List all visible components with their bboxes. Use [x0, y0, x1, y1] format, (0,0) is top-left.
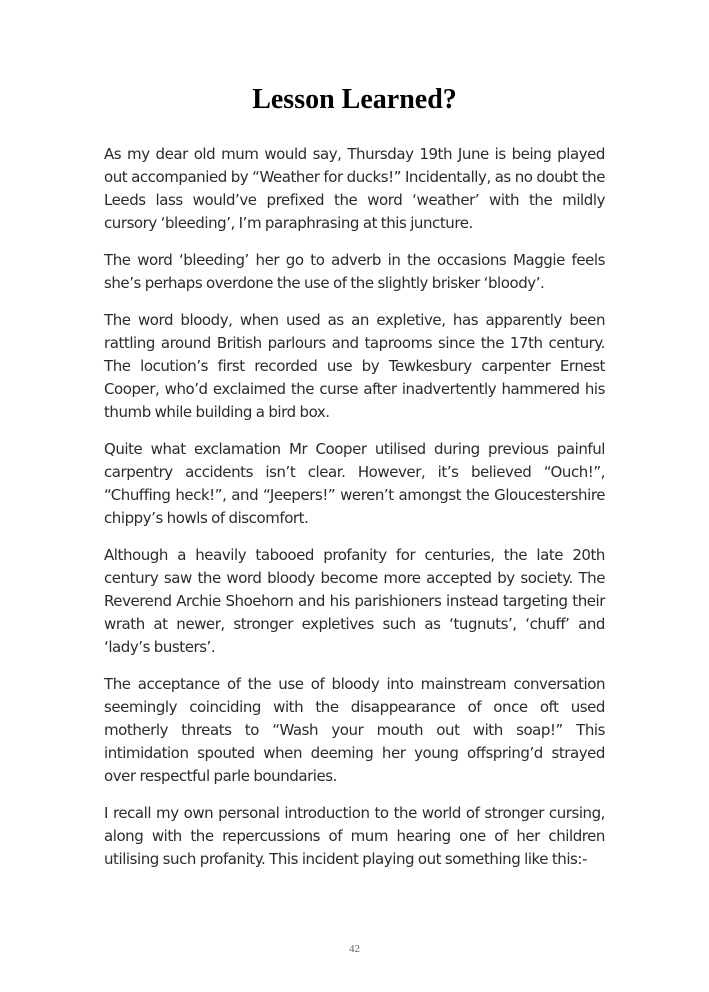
paragraph-5: Although a heavily tabooed profanity for centuries, the late 20th century saw the word bloody become more accepted by society. The Reverend Archie Shoehorn and his parishioners instead targeting their wrath at newer, stronger expletives such as ‘tugnuts’, ‘chuff’ and ‘lady’s busters’. [104, 546, 605, 656]
paragraph-1: As my dear old mum would say, Thursday 19th June is being played out accompanied by “Weather for ducks!” Incidentally, as no doubt the Leeds lass would’ve prefixed the word ‘weather’ with the mildly cursory ‘bleeding’, I’m paraphrasing at this juncture. [104, 145, 605, 232]
paragraph-4: Quite what exclamation Mr Cooper utilised during previous painful carpentry accidents isn’t clear. However, it’s believed “Ouch!”, “Chuffing heck!”, and “Jeepers!” weren’t amongst the Gloucestershire chippy’s howls of discomfort. [104, 440, 605, 527]
paragraph-3: The word bloody, when used as an expletive, has apparently been rattling around British parlours and taprooms since the 17th century. The locution’s first recorded use by Tewkesbury carpenter Ernest Cooper, who’d exclaimed the curse after inadvertently hammered his thumb while building a bird box. [104, 311, 605, 421]
body-text [104, 143, 605, 885]
page-title: Lesson Learned? [252, 84, 457, 115]
paragraph-7: I recall my own personal introduction to the world of stronger cursing, along with the repercussions of mum hearing one of her children utilising such profanity. This incident playing out something like this:- [104, 804, 605, 868]
paragraph-6: The acceptance of the use of bloody into mainstream conversation seemingly coinciding with the disappearance of once oft used motherly threats to “Wash your mouth out with soap!” This intimidation spouted when deeming her young offspring’d strayed over respectful parle boundaries. [104, 675, 605, 785]
paragraph-2: The word ‘bleeding’ her go to adverb in the occasions Maggie feels she’s perhaps overdone the use of the slightly brisker ‘bloody’. [104, 251, 605, 292]
page-number: 42 [349, 943, 360, 955]
